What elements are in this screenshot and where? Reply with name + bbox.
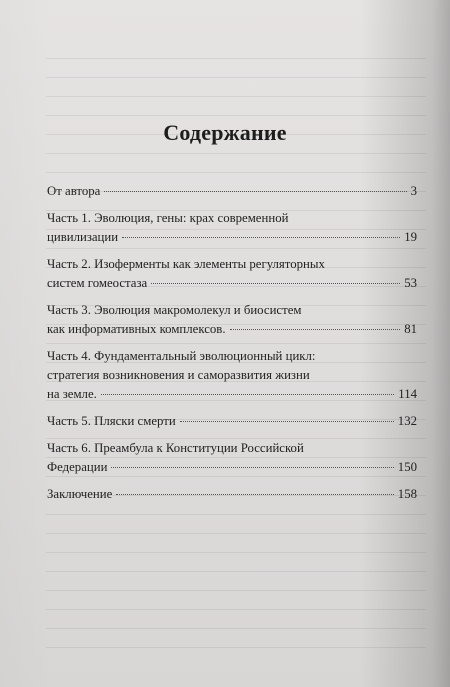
dot-leader — [122, 237, 400, 238]
toc-entry-title: Часть 5. Пляски смерти — [47, 414, 176, 428]
dot-leader — [230, 329, 401, 330]
toc-page-number: 114 — [398, 387, 417, 401]
toc-page-number: 158 — [397, 487, 417, 501]
toc-entry-title: Заключение — [47, 487, 113, 501]
dot-leader — [104, 191, 406, 192]
toc-entry-title: От автора — [47, 184, 101, 198]
dot-leader — [180, 421, 394, 422]
toc-entry — [47, 255, 417, 293]
toc-entry — [47, 182, 417, 201]
toc-entry — [47, 209, 417, 247]
toc-entry-title-continued: как информативных комплексов. — [47, 322, 226, 336]
toc-entry — [47, 301, 417, 339]
toc-entry — [47, 485, 417, 504]
toc-entry-title-continued: на земле. — [47, 387, 97, 401]
toc-page-number: 150 — [397, 460, 417, 474]
toc-entry-title-continued: систем гомеостаза — [47, 276, 148, 290]
toc-page-number: 3 — [410, 184, 417, 198]
toc-page-number: 132 — [397, 414, 417, 428]
toc-entry-title: Часть 4. Фундаментальный эволюционный цикл: — [47, 349, 316, 363]
toc-entry — [47, 347, 417, 404]
dot-leader — [116, 494, 394, 495]
toc-entry-title-continued: Федерации — [47, 460, 108, 474]
dot-leader — [111, 467, 393, 468]
toc-entry — [47, 439, 417, 477]
toc-entry-title: Часть 1. Эволюция, гены: крах современной — [47, 211, 289, 225]
toc-entry-title-continued: стратегия возникновения и саморазвития жизни — [47, 368, 310, 382]
page-title: Содержание — [163, 120, 287, 145]
toc-entry — [47, 412, 417, 431]
table-of-contents — [47, 182, 417, 512]
toc-entry-title-continued: цивилизации — [47, 230, 119, 244]
toc-entry-title: Часть 3. Эволюция макромолекул и биосистем — [47, 303, 302, 317]
toc-page-number: 53 — [404, 276, 417, 290]
dot-leader — [151, 283, 400, 284]
dot-leader — [101, 394, 394, 395]
toc-entry-title: Часть 2. Изоферменты как элементы регуляторных — [47, 257, 325, 271]
toc-entry-title: Часть 6. Преамбула к Конституции Российской — [47, 441, 304, 455]
toc-page-number: 81 — [404, 322, 417, 336]
toc-page-number: 19 — [404, 230, 417, 244]
